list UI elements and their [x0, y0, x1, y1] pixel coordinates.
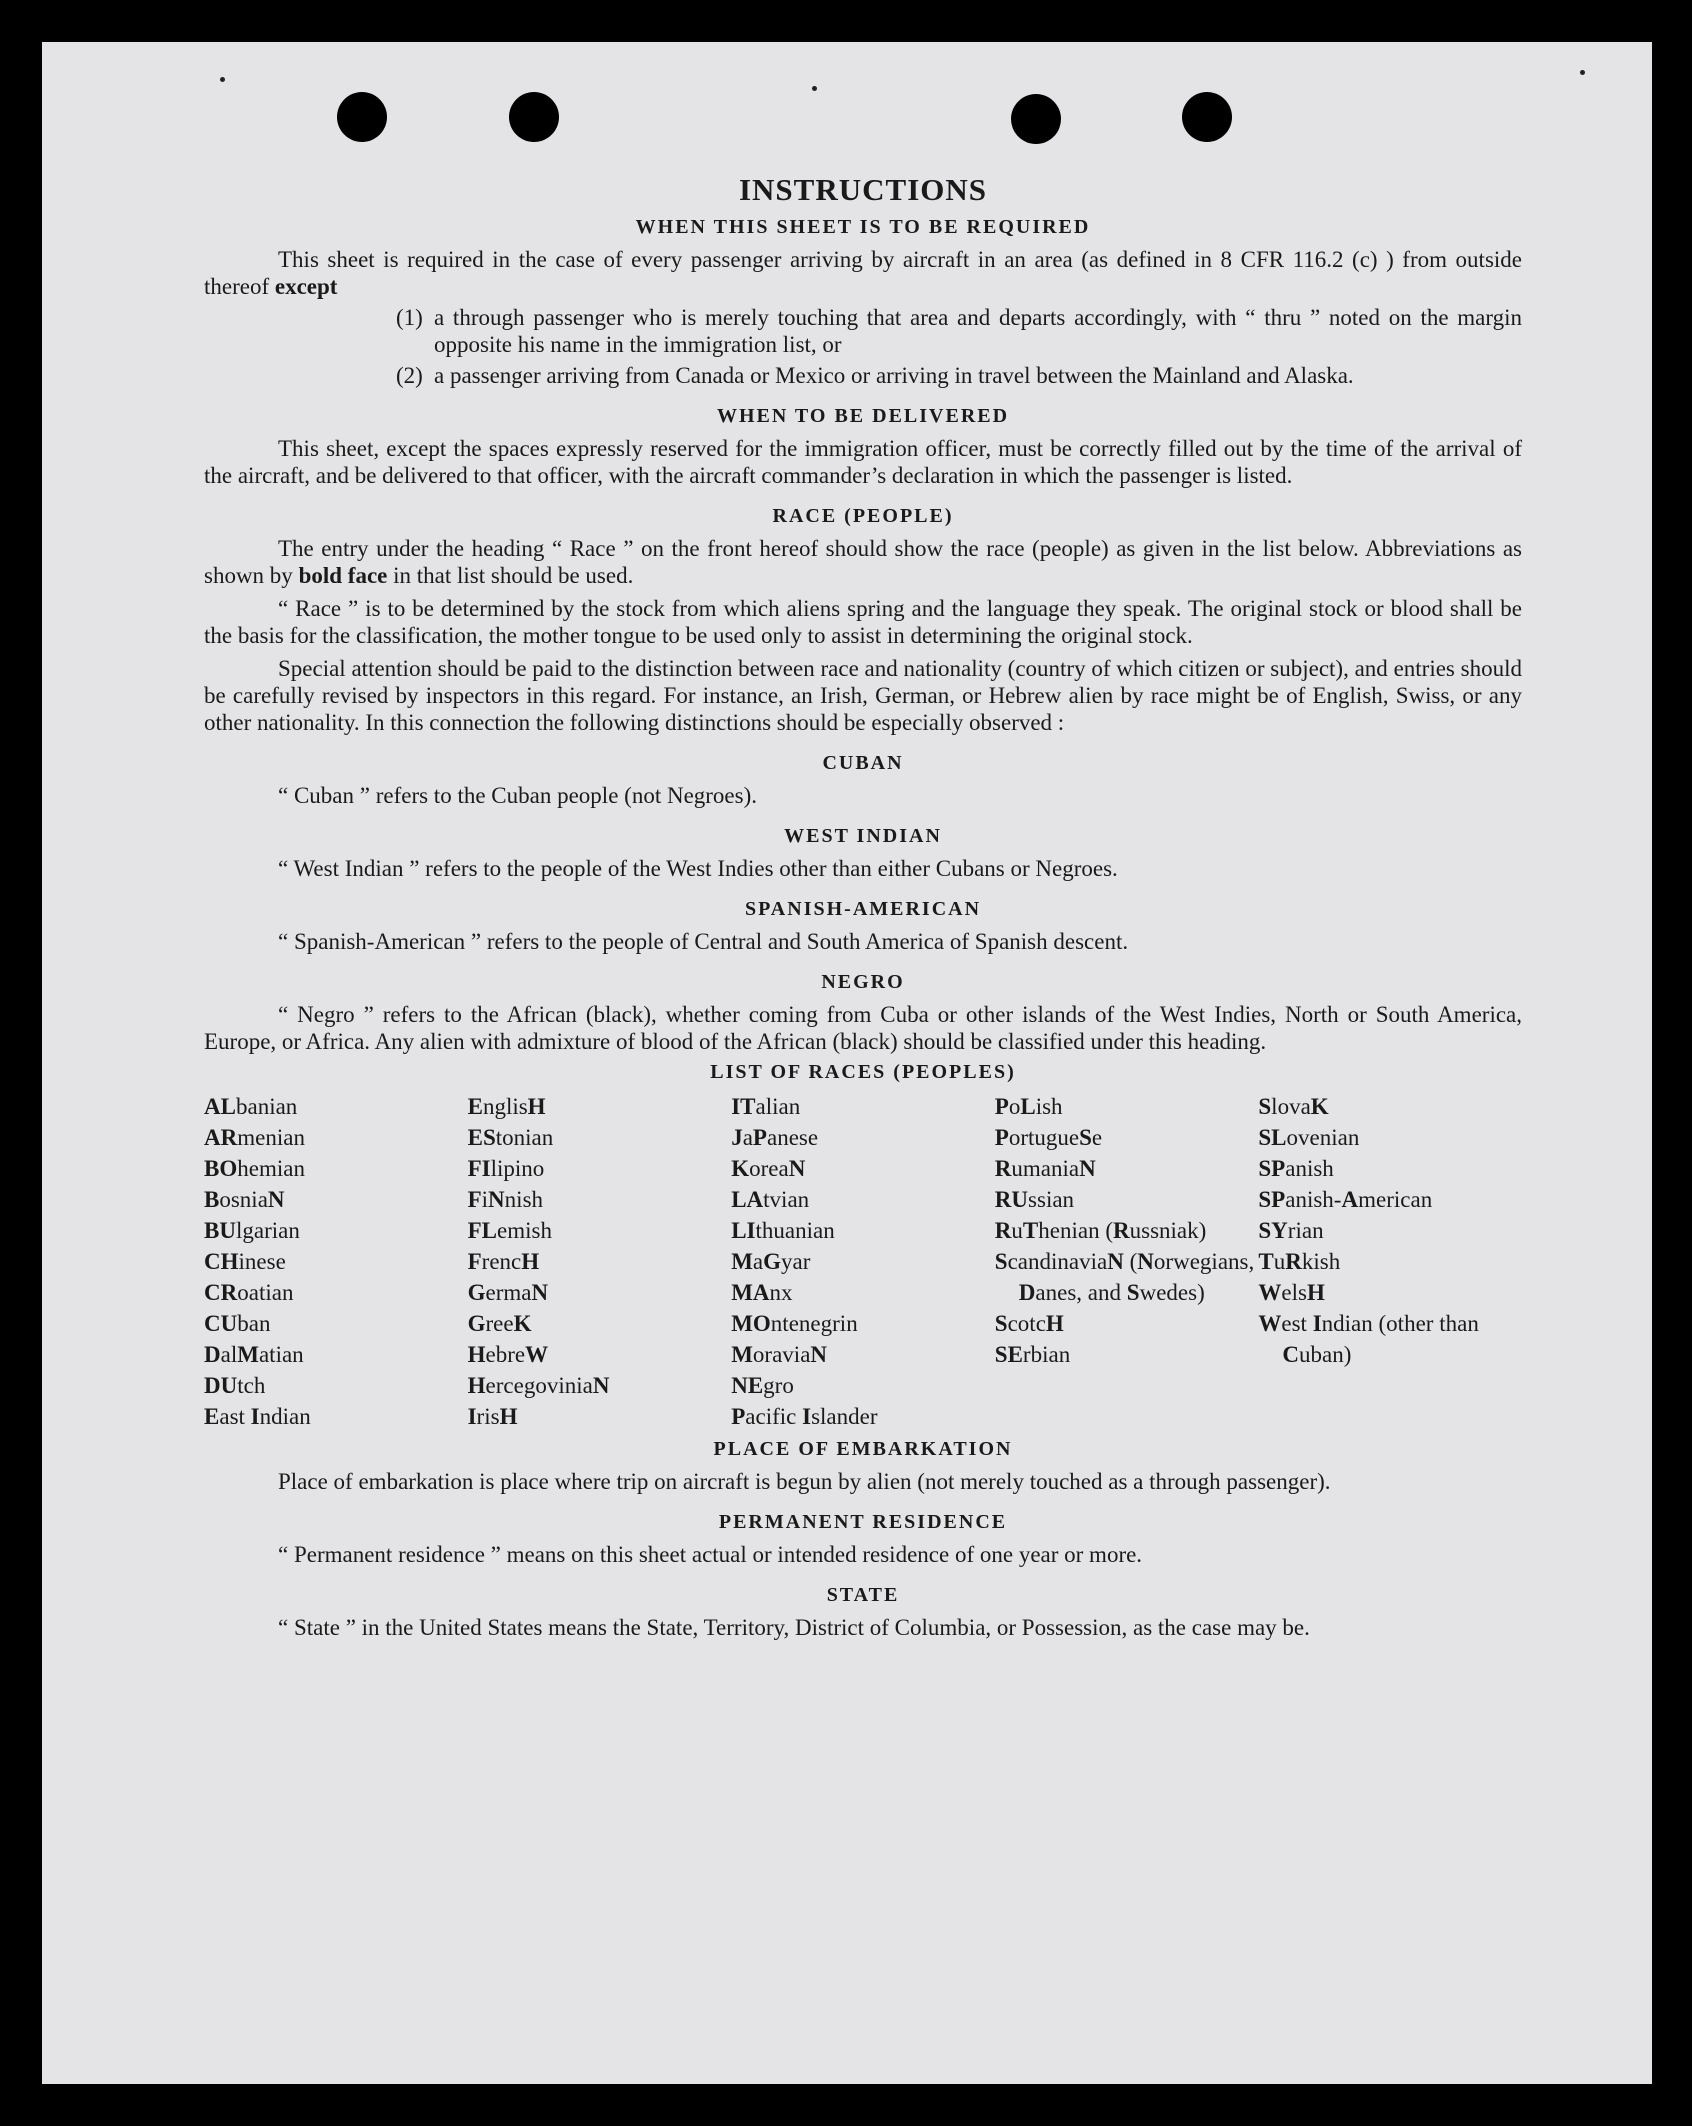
- section-heading-races-list: LIST OF RACES (PEOPLES): [710, 1061, 1016, 1083]
- race-entry: WelsH: [1258, 1280, 1325, 1305]
- section-heading-delivered: WHEN TO BE DELIVERED: [716, 405, 1010, 427]
- race-entry: DUtch: [204, 1373, 266, 1398]
- race-entry: HercegoviniaN: [467, 1373, 610, 1398]
- west-indian-paragraph: “ West Indian ” refers to the people of the West Indies other than either Cubans or Negroes.: [278, 856, 1118, 881]
- cuban-paragraph: “ Cuban ” refers to the Cuban people (not Negroes).: [278, 783, 758, 808]
- race-entry: HebreW: [467, 1342, 549, 1367]
- race-entry: BUlgarian: [204, 1218, 300, 1243]
- race-entry: CRoatian: [204, 1280, 294, 1305]
- race-entry: ScandinaviaN (Norwegians, Danes, and Swedes): [994, 1249, 1255, 1305]
- race-entry: FiNnish: [467, 1187, 544, 1212]
- instructions-content: [204, 170, 1522, 1641]
- race-paragraph-3: Special attention should be paid to the distinction between race and nationality (country of which citizen or subject), and entries should be carefully revised by inspectors in this regard. For instance, an Irish, German, or Hebrew alien by race might be of English, Swiss, or any other nationality. In this connection the following distinctions should be especially observed :: [204, 656, 1522, 735]
- section-heading-embarkation: PLACE OF EMBARKATION: [713, 1438, 1013, 1460]
- race-entry: NEgro: [731, 1373, 794, 1398]
- race-entry: DalMatian: [204, 1342, 304, 1367]
- race-entry: FIlipino: [467, 1156, 545, 1181]
- race-entry: KoreaN: [731, 1156, 806, 1181]
- race-entry: GreeK: [467, 1311, 532, 1336]
- section-heading-negro: NEGRO: [821, 971, 905, 993]
- races-column-1: [204, 1091, 468, 1432]
- race-entry: SErbian: [994, 1342, 1071, 1367]
- residence-paragraph: “ Permanent residence ” means on this sheet actual or intended residence of one year or more.: [278, 1542, 1143, 1567]
- negro-paragraph: “ Negro ” refers to the African (black), whether coming from Cuba or other islands of the West Indies, North or South America, Europe, or Africa. Any alien with admixture of blood of the African (black) should be classified under this heading.: [204, 1002, 1522, 1054]
- race-entry: RUssian: [994, 1187, 1075, 1212]
- punch-hole: [1011, 94, 1061, 144]
- race-entry: PortugueSe: [994, 1125, 1103, 1150]
- speck: [220, 77, 225, 82]
- race-entry: MOntenegrin: [731, 1311, 858, 1336]
- race-entry: BOhemian: [204, 1156, 305, 1181]
- races-column-2: [468, 1091, 732, 1432]
- race-entry: EnglisH: [467, 1094, 546, 1119]
- delivered-paragraph: This sheet, except the spaces expressly reserved for the immigration officer, must be correctly filled out by the time of the arrival of the aircraft, and be delivered to that officer, with the aircraft commander’s declaration in which the passenger is listed.: [204, 436, 1522, 488]
- section-heading-residence: PERMANENT RESIDENCE: [718, 1511, 1008, 1533]
- race-entry: SLovenian: [1258, 1125, 1360, 1150]
- section-heading-race: RACE (PEOPLE): [772, 505, 954, 527]
- race-entry: MAnx: [731, 1280, 793, 1305]
- race-entry: EStonian: [467, 1125, 554, 1150]
- race-entry: RuThenian (Russniak): [994, 1218, 1207, 1243]
- race-entry: JaPanese: [731, 1125, 819, 1150]
- race-entry: ITalian: [731, 1094, 801, 1119]
- races-list: [204, 1091, 1522, 1432]
- race-entry: SPanish: [1258, 1156, 1334, 1181]
- required-paragraph: This sheet is required in the case of every passenger arriving by aircraft in an area (as defined in 8 CFR 116.2 (c) ) from outside thereof except: [204, 247, 1522, 299]
- race-entry: MaGyar: [731, 1249, 811, 1274]
- state-paragraph: “ State ” in the United States means the State, Territory, District of Columbia, or Possession, as the case may be.: [278, 1615, 1310, 1640]
- race-entry: SlovaK: [1258, 1094, 1329, 1119]
- race-entry: CUban: [204, 1311, 271, 1336]
- race-entry: BosniaN: [204, 1187, 285, 1212]
- race-entry: FLemish: [467, 1218, 552, 1243]
- race-paragraph-2: “ Race ” is to be determined by the stock from which aliens spring and the language they speak. The original stock or blood shall be the basis for the classification, the mother tongue to be used only to assist in determining the original stock.: [204, 596, 1522, 648]
- race-entry: PoLish: [994, 1094, 1063, 1119]
- section-heading-required: WHEN THIS SHEET IS TO BE REQUIRED: [635, 216, 1091, 238]
- race-entry: RumaniaN: [994, 1156, 1096, 1181]
- race-entry: ScotcH: [994, 1311, 1064, 1336]
- list-item: (1) a through passenger who is merely touching that area and departs accordingly, with “ thru ” noted on the margin opposite his name in the immigration list, or: [396, 305, 1522, 357]
- speck: [812, 86, 817, 91]
- races-column-3: [731, 1091, 995, 1432]
- race-entry: Pacific Islander: [731, 1404, 878, 1429]
- exceptions-list: [204, 304, 1522, 389]
- race-entry: SPanish-American: [1258, 1187, 1433, 1212]
- punch-hole: [337, 92, 387, 142]
- races-column-4: [995, 1091, 1259, 1432]
- race-entry: West Indian (other than Cuban): [1258, 1311, 1479, 1367]
- race-entry: MoraviaN: [731, 1342, 828, 1367]
- section-heading-cuban: CUBAN: [822, 752, 904, 774]
- document-sheet: [42, 42, 1652, 2084]
- speck: [1580, 70, 1585, 75]
- race-entry: TuRkish: [1258, 1249, 1341, 1274]
- punch-hole: [509, 92, 559, 142]
- section-heading-west-indian: WEST INDIAN: [784, 825, 942, 847]
- race-entry: ARmenian: [204, 1125, 305, 1150]
- section-heading-state: STATE: [826, 1584, 900, 1606]
- race-entry: FrencH: [467, 1249, 540, 1274]
- race-paragraph-1: The entry under the heading “ Race ” on the front hereof should show the race (people) as given in the list below. Abbreviations as shown by bold face in that list should be used.: [204, 536, 1522, 588]
- race-entry: IrisH: [467, 1404, 518, 1429]
- race-entry: LAtvian: [731, 1187, 810, 1212]
- race-entry: CHinese: [204, 1249, 286, 1274]
- race-entry: SYrian: [1258, 1218, 1324, 1243]
- race-entry: East Indian: [204, 1404, 311, 1429]
- races-column-5: [1258, 1091, 1522, 1432]
- race-entry: LIthuanian: [731, 1218, 835, 1243]
- punch-hole: [1182, 92, 1232, 142]
- spanish-american-paragraph: “ Spanish-American ” refers to the people of Central and South America of Spanish descent.: [278, 929, 1129, 954]
- embarkation-paragraph: Place of embarkation is place where trip on aircraft is begun by alien (not merely touched as a through passenger).: [278, 1469, 1331, 1494]
- race-entry: GermaN: [467, 1280, 549, 1305]
- page-title: INSTRUCTIONS: [738, 172, 987, 207]
- race-entry: ALbanian: [204, 1094, 298, 1119]
- list-item: (2) a passenger arriving from Canada or Mexico or arriving in travel between the Mainland and Alaska.: [396, 363, 1354, 388]
- section-heading-spanish-american: SPANISH-AMERICAN: [744, 898, 982, 920]
